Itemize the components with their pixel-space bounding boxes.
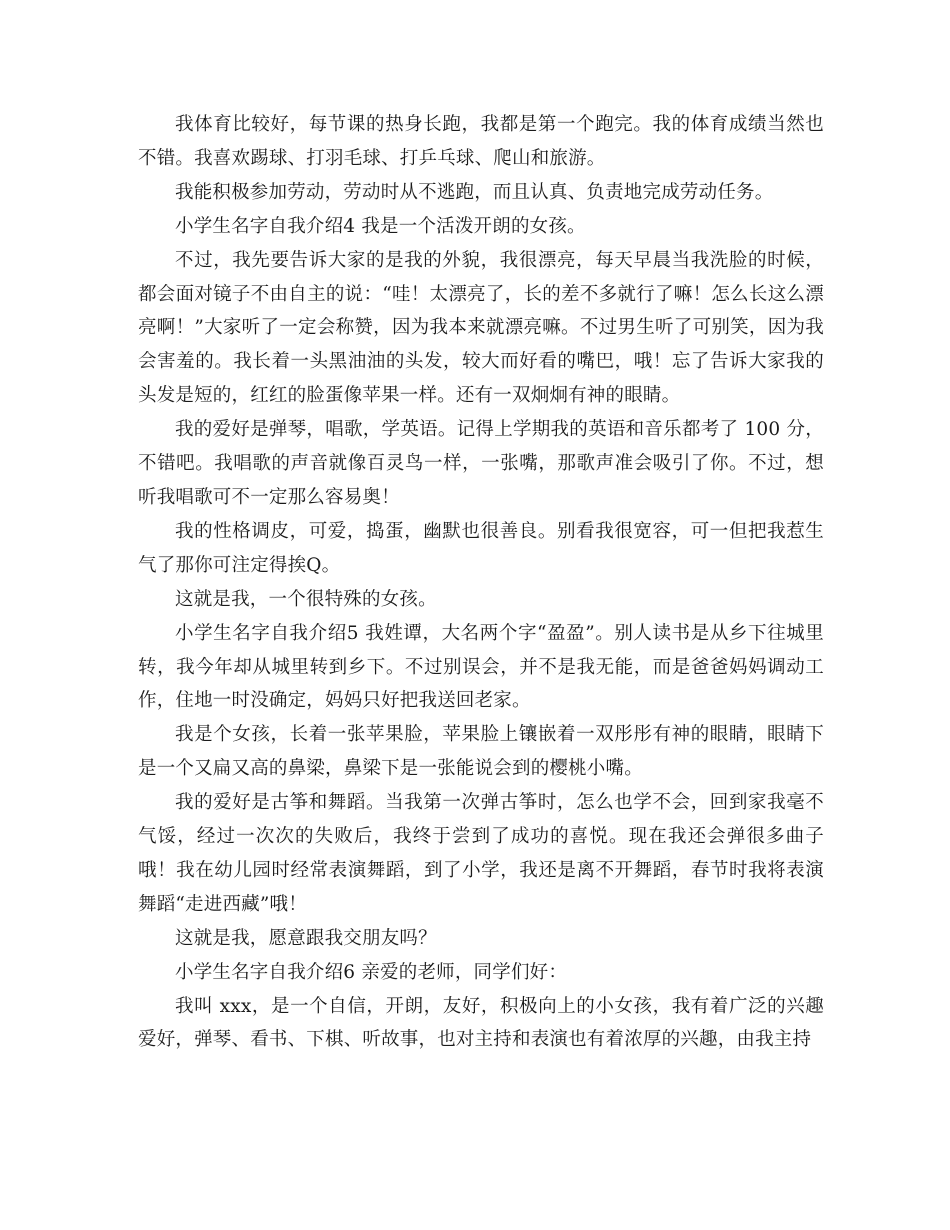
paragraph: 这就是我，愿意跟我交朋友吗？ — [175, 927, 437, 949]
paragraph: 小学生名字自我介绍4 我是一个活泼开朗的女孩。 — [175, 215, 586, 237]
paragraph: 小学生名字自我介绍6 亲爱的老师，同学们好： — [175, 961, 568, 983]
paragraph: 不过，我先要告诉大家的是我的外貌，我很漂亮，每天早晨当我洗脸的时候，都会面对镜子不由自主的说：“哇！太漂亮了，长的差不多就行了嘛！怎么长这么漂亮啊！”大家听了一定会称赞，因为我本来就漂亮嘛。不过男生听了可别笑，因为我会害羞的。我长着一头黑油油的头发，较大而好看的嘴巴，哦！忘了告诉大家我的头发是短的，红红的脸蛋像苹果一样。还有一双炯炯有神的眼睛。 — [138, 249, 824, 407]
paragraph: 我的爱好是古筝和舞蹈。当我第一次弹古筝时，怎么也学不会，回到家我毫不气馁，经过一次次的失败后，我终于尝到了成功的喜悦。现在我还会弹很多曲子哦！我在幼儿园时经常表演舞蹈，到了小学，我还是离不开舞蹈，春节时我将表演舞蹈“走进西藏”哦！ — [138, 792, 824, 915]
paragraph: 我叫 xxx，是一个自信，开朗，友好，积极向上的小女孩，我有着广泛的兴趣爱好，弹琴、看书、下棋、听故事，也对主持和表演也有着浓厚的兴趣，由我主持 — [138, 995, 824, 1051]
paragraph: 小学生名字自我介绍5 我姓谭，大名两个字“盈盈”。别人读书是从乡下往城里转，我今年却从城里转到乡下。不过别误会，并不是我无能，而是爸爸妈妈调动工作，住地一时没确定，妈妈只好把我送回老家。 — [138, 622, 824, 712]
paragraph: 我的爱好是弹琴，唱歌，学英语。记得上学期我的英语和音乐都考了 100 分，不错吧。我唱歌的声音就像百灵鸟一样，一张嘴，那歌声准会吸引了你。不过，想听我唱歌可不一定那么容易奥！ — [138, 419, 824, 508]
document-body — [138, 108, 824, 1057]
paragraph: 我能积极参加劳动，劳动时从不逃跑，而且认真、负责地完成劳动任务。 — [175, 181, 774, 203]
paragraph: 我是个女孩，长着一张苹果脸，苹果脸上镶嵌着一双彤彤有神的眼睛，眼睛下是一个又扁又高的鼻梁，鼻梁下是一张能说会到的樱桃小嘴。 — [138, 724, 824, 780]
paragraph: 我体育比较好，每节课的热身长跑，我都是第一个跑完。我的体育成绩当然也不错。我喜欢踢球、打羽毛球、打乒乓球、爬山和旅游。 — [138, 114, 824, 169]
paragraph: 这就是我，一个很特殊的女孩。 — [175, 588, 437, 610]
paragraph: 我的性格调皮，可爱，捣蛋，幽默也很善良。别看我很宽容，可一但把我惹生气了那你可注定得挨Q。 — [138, 520, 824, 576]
